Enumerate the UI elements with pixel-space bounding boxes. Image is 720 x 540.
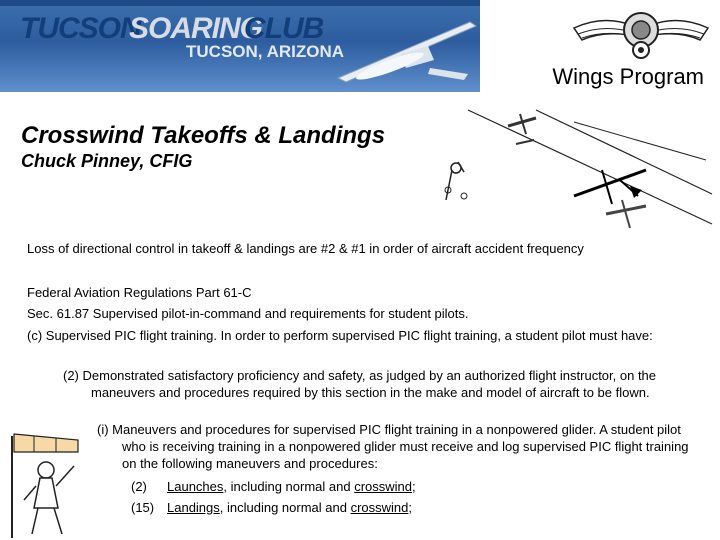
glider-bottom-icon <box>606 200 646 228</box>
glider-icon <box>330 8 480 92</box>
list-item-end: ; <box>412 479 416 494</box>
banner-stripe <box>0 0 480 6</box>
list-item-end: ; <box>408 500 413 515</box>
slide-title: Crosswind Takeoffs & Landings <box>21 122 386 149</box>
brand-club: CLUB <box>244 12 324 45</box>
section-heading: Sec. 61.87 Supervised pilot-in-command and requirements for student pilots. <box>27 306 469 321</box>
brand-location: TUCSON, ARIZONA <box>186 42 345 61</box>
item-i-text: (i) Maneuvers and procedures for supervised PIC flight training in a nonpowered glider. A student pilot who is receiving training in a nonpowered glider must receive and log supervised PIC flight training on the following maneuvers and procedures: <box>97 422 689 471</box>
list-item <box>131 478 416 495</box>
list-item <box>131 499 412 516</box>
wings-badge-icon <box>568 6 714 62</box>
landings-link[interactable]: Landings <box>167 500 220 515</box>
crosswind-diagram <box>406 104 718 236</box>
crosswind-link[interactable]: crosswind <box>350 500 409 515</box>
item-c-text: (c) Supervised PIC flight training. In order to perform supervised PIC flight training, a student pilot must have: <box>27 328 653 343</box>
launches-link[interactable]: Launches <box>167 479 224 494</box>
accident-frequency-text: Loss of directional control in takeoff & landings are #2 & #1 in order of aircraft accident frequency <box>27 241 584 256</box>
item-2-text: (2) Demonstrated satisfactory proficiency and safety, as judged by an authorized flight instructor, on the maneuvers and procedures required by this section in the make and model of aircraft to be flown. <box>63 368 657 400</box>
crosswind-link[interactable]: crosswind <box>354 479 412 494</box>
list-item-text: , including normal and <box>223 479 355 494</box>
brand-soaring: SOARING <box>129 12 263 45</box>
list-item-number: (15) <box>131 500 155 515</box>
program-title: Wings Program <box>552 64 704 89</box>
windsock-icon <box>0 430 90 540</box>
glider-top-icon <box>508 114 536 144</box>
list-item-number: (2) <box>131 479 147 494</box>
glider-crabbing-icon <box>574 170 646 204</box>
list-item-text: , including normal and <box>219 500 351 515</box>
regulation-title: Federal Aviation Regulations Part 61-C <box>27 285 252 300</box>
presenter-name: Chuck Pinney, CFIG <box>21 151 193 171</box>
brand-tucson: TUCSON <box>20 12 141 45</box>
wind-indicator-icon <box>445 162 467 200</box>
club-banner <box>0 0 480 92</box>
